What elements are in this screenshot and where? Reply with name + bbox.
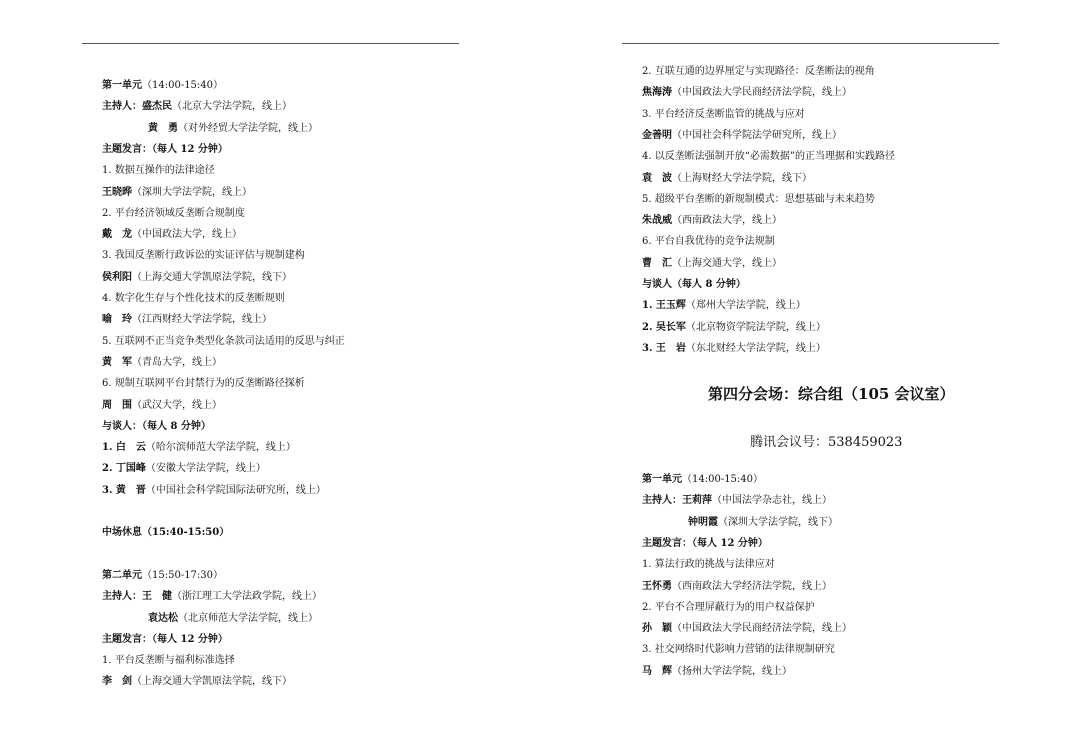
schedule-line [102, 463, 266, 475]
schedule-line [642, 623, 852, 635]
schedule-line-text: （西南政法大学，线上） [672, 215, 782, 227]
schedule-line [642, 538, 768, 550]
schedule-line-bold: 侯利阳 [102, 271, 132, 283]
schedule-line [642, 173, 812, 185]
schedule-line-text: （上海交通大学凯原法学院，线下） [132, 271, 292, 283]
schedule-line-bold: 与谈人：（每人 8 分钟） [102, 420, 211, 432]
schedule-line-text: 1. 算法行政的挑战与法律应对 [642, 559, 775, 571]
schedule-line [642, 602, 815, 614]
schedule-line-text: 6. 规制互联网平台封禁行为的反垄断路径探析 [102, 378, 305, 390]
schedule-line [102, 400, 222, 412]
schedule-line-bold: 金善明 [642, 129, 672, 141]
schedule-line-text: 2. 平台经济领域反垄断合规制度 [102, 207, 245, 219]
schedule-line [642, 343, 826, 355]
schedule-line [102, 357, 222, 369]
schedule-line [102, 527, 229, 539]
schedule-line-text: （中国社会科学院国际法研究所，线上） [145, 484, 326, 496]
schedule-line [642, 258, 782, 270]
schedule-line-bold: 与谈人（每人 8 分钟） [642, 279, 746, 290]
schedule-line [102, 272, 292, 284]
schedule-line-text: （上海财经大学法学院，线下） [672, 172, 812, 184]
schedule-line-text: （哈尔滨师范大学法学院，线上） [145, 442, 296, 454]
schedule-line-bold: 第一单元 [642, 474, 682, 485]
schedule-line-bold: 曹 汇 [642, 257, 672, 269]
venue-title: 第四分会场：综合组（105 会议室） [708, 385, 955, 403]
schedule-line [642, 474, 763, 486]
schedule-line-text: （中国社会科学院法学研究所，线上） [672, 129, 842, 141]
schedule-line [102, 229, 242, 241]
schedule-line [102, 187, 252, 199]
schedule-line-bold: 马 辉 [642, 665, 672, 677]
schedule-line [102, 485, 326, 497]
schedule-line-bold: 第二单元 [102, 569, 142, 581]
schedule-line-text: （中国政法大学民商经济法学院，线上） [672, 87, 852, 99]
schedule-line-text: 4. 以反垄断法强制开放“必需数据”的正当理据和实践路径 [642, 151, 895, 163]
schedule-line-text: （北京物资学院法学院，线上） [685, 321, 826, 333]
schedule-line-text: （对外经贸大学法学院，线上） [178, 122, 318, 134]
schedule-line-bold: 王晓晔 [102, 186, 132, 198]
schedule-line [642, 236, 775, 248]
schedule-line [102, 165, 215, 177]
schedule-line-text: （中国政法大学民商经济法学院，线上） [672, 623, 852, 635]
schedule-line-bold: 2. 吴长军 [642, 321, 686, 333]
meeting-id: 腾讯会议号：538459023 [750, 435, 903, 450]
schedule-line [102, 442, 296, 454]
schedule-line-text: 3. 我国反垄断行政诉讼的实证评估与规制建构 [102, 250, 305, 262]
schedule-line-text: （武汉大学，线上） [132, 399, 222, 411]
schedule-line [102, 80, 223, 92]
schedule-line-text: （北京师范大学法学院，线上） [178, 612, 318, 624]
header-rule [82, 43, 459, 44]
schedule-line-bold: 袁达松 [148, 612, 178, 624]
schedule-line [148, 613, 318, 625]
schedule-line-text: （上海交通大学凯原法学院，线下） [132, 676, 292, 688]
schedule-line-text: （东北财经大学法学院，线上） [685, 342, 826, 354]
schedule-line-text: （深圳大学法学院，线上） [132, 186, 252, 198]
schedule-line-bold: 主题发言：（每人 12 分钟） [642, 537, 768, 549]
schedule-line-bold: 3. 王 岩 [642, 342, 686, 354]
schedule-line [102, 634, 228, 646]
schedule-line [688, 517, 838, 529]
schedule-line-bold: 3. 黄 晋 [102, 484, 146, 496]
schedule-line-text: （15:50-17:30） [142, 569, 224, 581]
schedule-line [102, 208, 245, 220]
schedule-line-bold: 黄 勇 [148, 122, 178, 134]
schedule-line-bold: 钟明霞 [688, 516, 718, 528]
schedule-line [102, 336, 345, 348]
schedule-line [642, 194, 875, 206]
schedule-line-bold: 2. 丁国峰 [102, 463, 146, 475]
schedule-line [642, 215, 782, 227]
schedule-line [642, 581, 832, 593]
schedule-line-text: （安徽大学法学院，线上） [145, 463, 266, 475]
schedule-line [102, 314, 272, 326]
schedule-line [102, 293, 285, 305]
schedule-line [642, 66, 875, 78]
schedule-line [642, 559, 775, 571]
right-page [540, 0, 1080, 746]
schedule-line [102, 676, 292, 688]
schedule-line-bold: 主持人：盛杰民 [102, 101, 172, 113]
schedule-line-bold: 1. 王玉辉 [642, 300, 686, 312]
schedule-line [642, 495, 832, 507]
schedule-line-text: 1. 数据互操作的法律途径 [102, 165, 215, 177]
schedule-line-text: 3. 社交网络时代影响力营销的法律规制研究 [642, 644, 835, 656]
schedule-line-text: （中国政法大学，线上） [132, 229, 242, 241]
schedule-line-text: （上海交通大学，线上） [672, 257, 782, 269]
schedule-line-text: 2. 平台不合理屏蔽行为的用户权益保护 [642, 601, 815, 613]
schedule-line [642, 666, 792, 678]
schedule-line-text: 5. 超级平台垄断的新规制模式：思想基础与未来趋势 [642, 193, 875, 205]
schedule-line-text: （北京大学法学院，线上） [172, 101, 292, 113]
schedule-line-bold: 主题发言：（每人 12 分钟） [102, 633, 228, 645]
schedule-line [642, 322, 826, 334]
schedule-line-text: 2. 互联互通的边界厘定与实现路径：反垄断法的视角 [642, 66, 875, 77]
schedule-line-bold: 主持人：王 健 [102, 591, 172, 603]
schedule-line [102, 655, 235, 667]
schedule-line-bold: 中场休息（15:40-15:50） [102, 527, 230, 539]
schedule-line-bold: 主题发言：（每人 12 分钟） [102, 143, 228, 155]
schedule-line-text: （14:00-15:40） [682, 474, 764, 485]
schedule-line-text: （中国法学杂志社，线上） [712, 495, 832, 507]
schedule-line [102, 101, 292, 113]
schedule-line-text: （浙江理工大学法政学院，线上） [172, 591, 322, 603]
schedule-line-bold: 周 围 [102, 399, 132, 411]
schedule-line-bold: 主持人：王莉萍 [642, 495, 712, 507]
schedule-line-bold: 黄 军 [102, 356, 132, 368]
schedule-line [102, 144, 228, 156]
schedule-line [642, 130, 842, 142]
schedule-line [102, 570, 223, 582]
schedule-line-text: 1. 平台反垄断与福利标准选择 [102, 655, 235, 667]
schedule-line [642, 300, 806, 312]
schedule-line [102, 591, 322, 603]
schedule-line-bold: 王怀勇 [642, 580, 672, 592]
schedule-line-bold: 朱战威 [642, 215, 672, 227]
schedule-line [102, 378, 305, 390]
schedule-line [642, 109, 805, 121]
schedule-line [102, 421, 211, 433]
schedule-line-bold: 1. 白 云 [102, 442, 146, 454]
schedule-line-bold: 焦海涛 [642, 87, 672, 99]
schedule-line [148, 123, 318, 135]
schedule-line-text: （14:00-15:40） [142, 80, 224, 91]
schedule-line-text: （扬州大学法学院，线上） [672, 665, 792, 677]
schedule-line [642, 644, 835, 656]
schedule-line-bold: 戴 龙 [102, 229, 132, 241]
schedule-line-bold: 喻 玲 [102, 314, 132, 326]
schedule-line [102, 250, 305, 262]
schedule-line-bold: 孙 颖 [642, 623, 672, 635]
schedule-line-text: （郑州大学法学院，线上） [685, 300, 806, 312]
schedule-line [642, 151, 895, 163]
header-rule [622, 43, 999, 44]
schedule-line-text: 4. 数字化生存与个性化技术的反垄断规则 [102, 293, 285, 304]
schedule-line [642, 87, 852, 99]
schedule-line-text: 3. 平台经济反垄断监管的挑战与应对 [642, 108, 805, 120]
schedule-line-text: （西南政法大学经济法学院，线上） [672, 580, 832, 592]
schedule-line-text: 5. 互联网不正当竞争类型化条款司法适用的反思与纠正 [102, 335, 345, 347]
schedule-line-bold: 第一单元 [102, 80, 142, 91]
schedule-line-bold: 袁 波 [642, 172, 672, 184]
schedule-line-text: （江西财经大学法学院，线上） [132, 314, 272, 326]
schedule-line-text: （深圳大学法学院，线下） [718, 516, 838, 528]
schedule-line-text: （青岛大学，线上） [132, 356, 222, 368]
schedule-line-text: 6. 平台自我优待的竞争法规制 [642, 236, 775, 248]
schedule-line-bold: 李 剑 [102, 676, 132, 688]
schedule-line [642, 279, 746, 291]
